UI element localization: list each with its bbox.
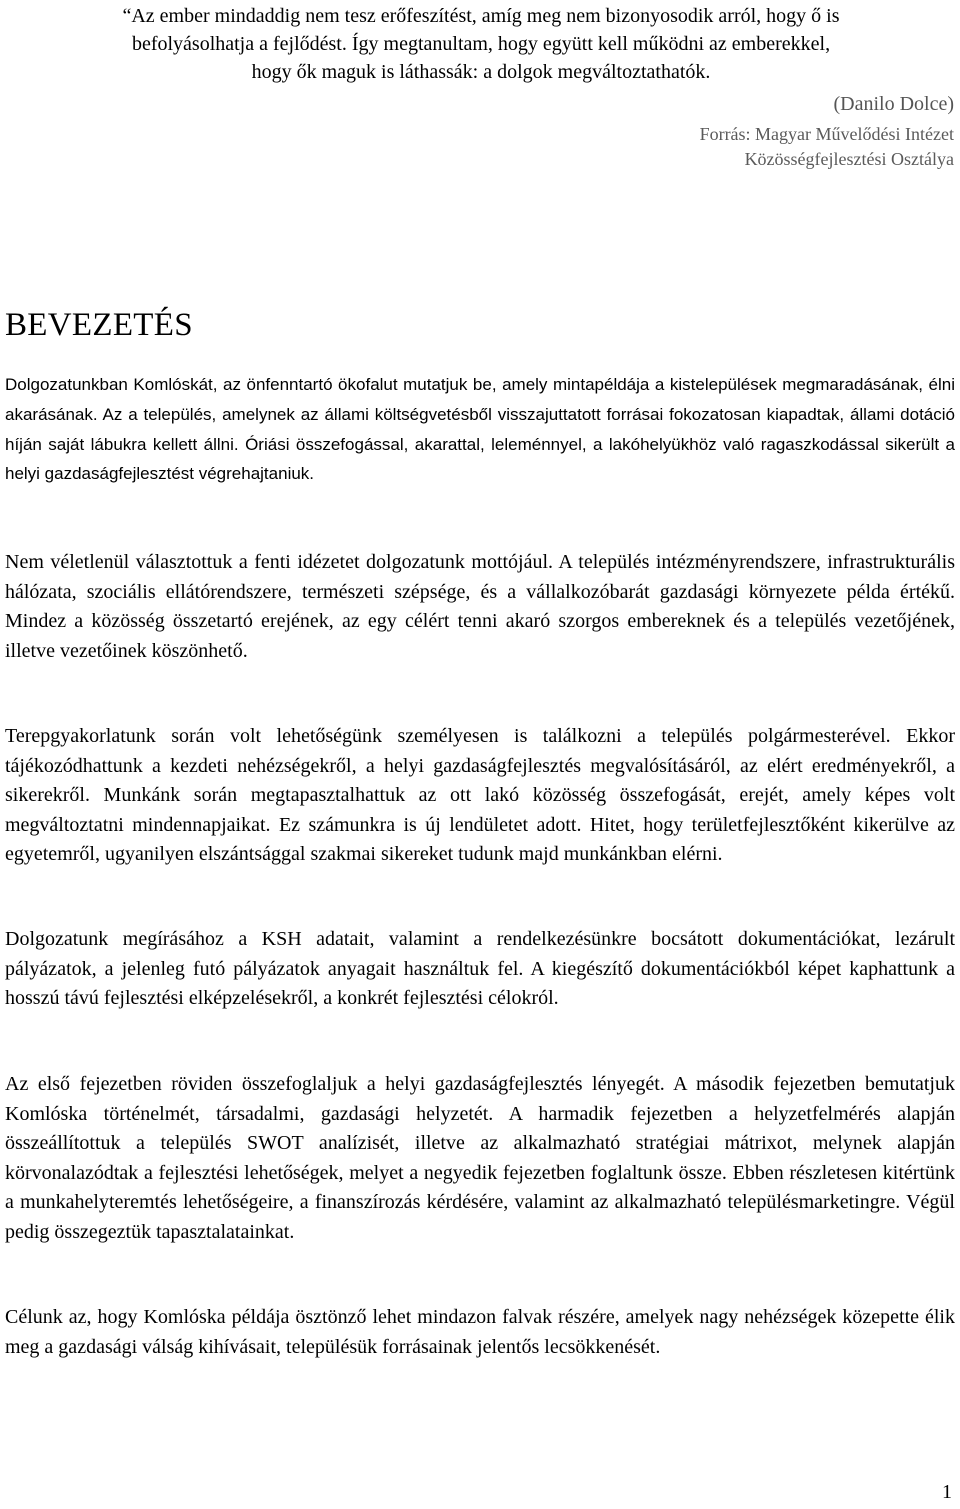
body-paragraph: Célunk az, hogy Komlóska példája ösztönző lehet mindazon falvak részére, amelyek nagy nehézségek közepette élik meg a gazdasági válság kihívásait, településük forrásainak jelentős lecsökkenését.	[5, 1306, 955, 1358]
quote-source: Forrás: Magyar Művelődési Intézet	[699, 124, 954, 144]
intro-paragraph: Dolgozatunkban Komlóskát, az önfenntartó ökofalut mutatjuk be, amely mintapéldája a kistelepülések megmaradásának, élni akarásának. Az a település, amelynek az állami költségvetésből visszajuttatott forrásai fokozatosan kiapadtak, állami dotáció híján saját lábukra kellett állni. Óriási összefogással, akarattal, leleménnyel, a lakóhelyükhöz való ragaszkodással sikerült a helyi gazdaságfejlesztést végrehajtaniuk.	[5, 375, 955, 484]
body-paragraph: Nem véletlenül választottuk a fenti idézetet dolgozatunk mottójául. A település intézményrendszere, infrastrukturális hálózata, szociális ellátórendszere, természeti szépsége, és a vállalkozóbarát gazdasági környezete példa értékű. Mindez a közösség összetartó erejének, az egy célért tenni akaró szorgos embereknek és a település vezetőjének, illetve vezetőinek köszönhető.	[5, 551, 955, 662]
quote-author: (Danilo Dolce)	[833, 93, 954, 115]
section-heading: BEVEZETÉS	[5, 307, 193, 343]
motto-line: befolyásolhatja a fejlődést. Így megtanultam, hogy együtt kell működni az emberekkel,	[131, 33, 831, 55]
quote-source-department: Közösségfejlesztési Osztálya	[744, 149, 954, 169]
body-paragraph: Terepgyakorlatunk során volt lehetőségünk személyesen is találkozni a település polgármesterével. Ekkor tájékozódhattunk a kezdeti nehézségekről, a helyi gazdaságfejlesztés megvalósításáról, az elért eredményekről, a sikerekről. Munkánk során megtapasztalhattuk az ott lakó közösség összefogását, erejét, amely képes volt megváltoztatni mindennapjaikat. Ez számunkra is új lendületet adott. Hitet, hogy területfejlesztőként kikerülve az egyetemről, ugyanilyen elszántsággal szakmai sikereket tudunk majd munkánkban elérni.	[5, 725, 955, 866]
motto-line: “Az ember mindaddig nem tesz erőfeszítést, amíg meg nem bizonyosodik arról, hogy ő is	[122, 5, 840, 27]
body-paragraph: Dolgozatunk megírásához a KSH adatait, valamint a rendelkezésünkre bocsátott dokumentációkat, lezárult pályázatok, a jelenleg futó pályázatok anyagait használtuk fel. A kiegészítő dokumentációkból képet kaphattunk a hosszú távú fejlesztési elképzelésekről, a konkrét fejlesztési célokról.	[5, 928, 955, 1010]
motto-quote	[66, 2, 896, 86]
body-paragraph: Az első fejezetben röviden összefoglaljuk a helyi gazdaságfejlesztés lényegét. A második fejezetben bemutatjuk Komlóska történelmét, társadalmi, gazdasági helyzetét. A harmadik fejezetben a helyzetfelmérés alapján összeállítottuk a település SWOT analízisét, illetve az alkalmazható stratégiai mátrixot, melynek alapján körvonalazódtak a fejlesztési lehetőségek, melyet a negyedik fejezetben foglaltunk össze. Ebben részletesen kitértünk a munkahelyteremtés lehetőségeire, a finanszírozás kérdésére, valamint az alkalmazható településmarketingre. Végül pedig összegeztük tapasztalatainkat.	[5, 1073, 955, 1243]
motto-line: hogy ők maguk is láthassák: a dolgok megváltoztathatók.	[251, 61, 711, 83]
page-number: 1	[942, 1481, 952, 1503]
motto-attribution	[454, 90, 954, 172]
